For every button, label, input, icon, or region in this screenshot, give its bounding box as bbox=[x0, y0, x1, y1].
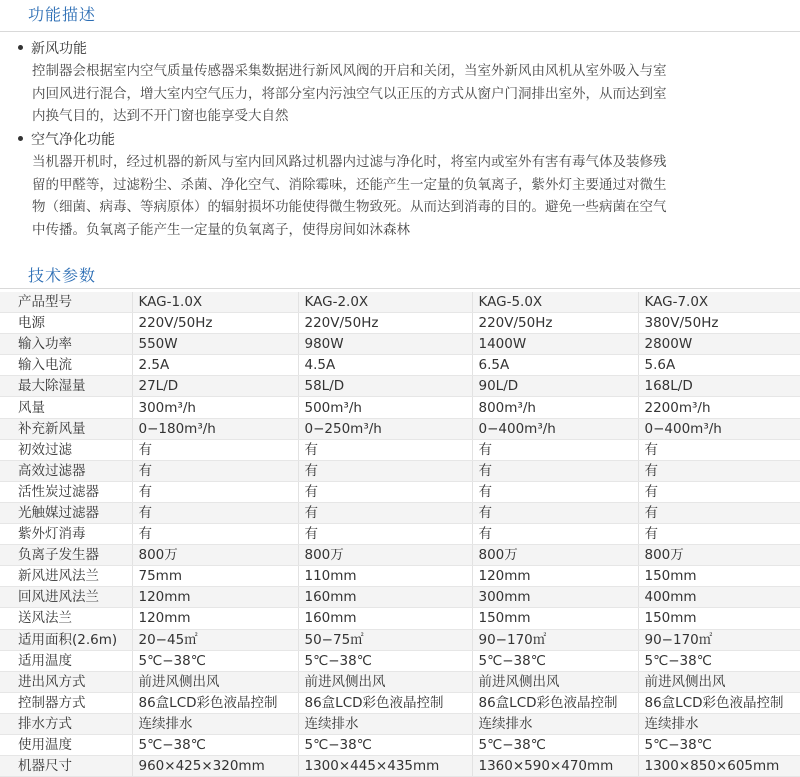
table-row bbox=[0, 650, 800, 671]
table-row bbox=[0, 460, 800, 481]
table-cell: 27L/D bbox=[132, 376, 298, 397]
table-cell: KAG-7.0X bbox=[638, 292, 800, 313]
table-cell: 220V/50Hz bbox=[132, 313, 298, 334]
table-cell: 1300×445×435mm bbox=[298, 756, 472, 777]
table-cell: 有 bbox=[638, 481, 800, 502]
table-row bbox=[0, 756, 800, 777]
table-row bbox=[0, 481, 800, 502]
row-label: 适用温度 bbox=[0, 650, 132, 671]
row-label: 排水方式 bbox=[0, 713, 132, 734]
table-cell: 86盒LCD彩色液晶控制 bbox=[298, 692, 472, 713]
table-cell: 300m³/h bbox=[132, 397, 298, 418]
table-cell: KAG-5.0X bbox=[472, 292, 638, 313]
table-row bbox=[0, 355, 800, 376]
table-cell: 有 bbox=[472, 524, 638, 545]
table-cell: 150mm bbox=[472, 608, 638, 629]
row-label: 回风进风法兰 bbox=[0, 587, 132, 608]
table-cell: 4.5A bbox=[298, 355, 472, 376]
row-label: 适用面积(2.6m) bbox=[0, 629, 132, 650]
table-cell: 连续排水 bbox=[298, 713, 472, 734]
table-cell: 有 bbox=[638, 502, 800, 523]
table-cell: 300mm bbox=[472, 587, 638, 608]
table-cell: 2.5A bbox=[132, 355, 298, 376]
table-row bbox=[0, 566, 800, 587]
table-cell: 58L/D bbox=[298, 376, 472, 397]
row-label: 紫外灯消毒 bbox=[0, 524, 132, 545]
row-label: 机器尺寸 bbox=[0, 756, 132, 777]
section-title-features: 功能描述 bbox=[28, 5, 97, 24]
row-label: 新风进风法兰 bbox=[0, 566, 132, 587]
table-cell: 5℃−38℃ bbox=[132, 650, 298, 671]
table-cell: 前进风侧出风 bbox=[472, 671, 638, 692]
table-cell: 110mm bbox=[298, 566, 472, 587]
table-row bbox=[0, 334, 800, 355]
feature-heading bbox=[18, 38, 87, 60]
table-cell: 5℃−38℃ bbox=[638, 650, 800, 671]
table-cell: 有 bbox=[132, 502, 298, 523]
feature-heading-label: 新风功能 bbox=[31, 41, 87, 57]
row-label: 输入电流 bbox=[0, 355, 132, 376]
table-cell: 90−170㎡ bbox=[472, 629, 638, 650]
table-cell: 90−170㎡ bbox=[638, 629, 800, 650]
table-cell: 有 bbox=[638, 439, 800, 460]
bullet-icon bbox=[18, 136, 23, 141]
table-cell: 160mm bbox=[298, 608, 472, 629]
table-row bbox=[0, 292, 800, 313]
table-row bbox=[0, 376, 800, 397]
row-label: 高效过滤器 bbox=[0, 460, 132, 481]
table-cell: 0−250m³/h bbox=[298, 418, 472, 439]
table-cell: 5℃−38℃ bbox=[298, 650, 472, 671]
table-cell: 0−400m³/h bbox=[638, 418, 800, 439]
divider bbox=[0, 31, 800, 32]
feature-description: 控制器会根据室内空气质量传感器采集数据进行新风风阀的开启和关闭，当室外新风由风机从室外吸入与室内回风进行混合，增大室内空气压力，将部分室内污浊空气以正压的方式从窗户门洞排出室外，从而达到室内换气目的，达到不开门窗也能享受大自然 bbox=[32, 63, 667, 124]
row-label: 光触媒过滤器 bbox=[0, 502, 132, 523]
table-row bbox=[0, 524, 800, 545]
table-cell: 1400W bbox=[472, 334, 638, 355]
table-row bbox=[0, 545, 800, 566]
table-cell: 380V/50Hz bbox=[638, 313, 800, 334]
table-cell: 120mm bbox=[132, 587, 298, 608]
table-cell: 150mm bbox=[638, 608, 800, 629]
table-cell: 0−180m³/h bbox=[132, 418, 298, 439]
table-cell: 550W bbox=[132, 334, 298, 355]
table-cell: 有 bbox=[472, 460, 638, 481]
row-label: 初效过滤 bbox=[0, 439, 132, 460]
bullet-icon bbox=[18, 45, 23, 50]
table-cell: 前进风侧出风 bbox=[132, 671, 298, 692]
table-cell: 800万 bbox=[132, 545, 298, 566]
table-cell: 有 bbox=[638, 460, 800, 481]
table-cell: 有 bbox=[132, 460, 298, 481]
table-cell: 220V/50Hz bbox=[298, 313, 472, 334]
row-label: 产品型号 bbox=[0, 292, 132, 313]
table-cell: 5.6A bbox=[638, 355, 800, 376]
row-label: 送风法兰 bbox=[0, 608, 132, 629]
row-label: 负离子发生器 bbox=[0, 545, 132, 566]
row-label: 活性炭过滤器 bbox=[0, 481, 132, 502]
table-row bbox=[0, 629, 800, 650]
table-row bbox=[0, 671, 800, 692]
row-label: 使用温度 bbox=[0, 734, 132, 755]
table-cell: 400mm bbox=[638, 587, 800, 608]
table-cell: 120mm bbox=[472, 566, 638, 587]
table-cell: 有 bbox=[132, 439, 298, 460]
table-cell: 2800W bbox=[638, 334, 800, 355]
table-cell: 5℃−38℃ bbox=[472, 650, 638, 671]
table-cell: 50−75㎡ bbox=[298, 629, 472, 650]
table-cell: 960×425×320mm bbox=[132, 756, 298, 777]
table-row bbox=[0, 502, 800, 523]
table-cell: 1300×850×605mm bbox=[638, 756, 800, 777]
table-cell: 有 bbox=[472, 502, 638, 523]
table-cell: 有 bbox=[298, 439, 472, 460]
row-label: 控制器方式 bbox=[0, 692, 132, 713]
table-cell: 有 bbox=[132, 481, 298, 502]
table-cell: 有 bbox=[298, 460, 472, 481]
table-row bbox=[0, 713, 800, 734]
section-title-specs: 技术参数 bbox=[28, 266, 97, 285]
table-cell: 800m³/h bbox=[472, 397, 638, 418]
table-cell: 800万 bbox=[298, 545, 472, 566]
table-cell: 5℃−38℃ bbox=[472, 734, 638, 755]
row-label: 电源 bbox=[0, 313, 132, 334]
table-cell: 5℃−38℃ bbox=[132, 734, 298, 755]
table-cell: 500m³/h bbox=[298, 397, 472, 418]
table-cell: 980W bbox=[298, 334, 472, 355]
table-cell: 有 bbox=[472, 481, 638, 502]
table-cell: 800万 bbox=[472, 545, 638, 566]
table-cell: 6.5A bbox=[472, 355, 638, 376]
table-cell: 220V/50Hz bbox=[472, 313, 638, 334]
table-cell: 前进风侧出风 bbox=[298, 671, 472, 692]
row-label: 进出风方式 bbox=[0, 671, 132, 692]
table-cell: KAG-1.0X bbox=[132, 292, 298, 313]
feature-description: 当机器开机时，经过机器的新风与室内回风路过机器内过滤与净化时，将室内或室外有害有毒气体及装修残留的甲醛等，过滤粉尘、杀菌、净化空气、消除霉味，还能产生一定量的负氧离子，紫外灯主要通过对微生物（细菌、病毒、等病原体）的辐射损坏功能使得微生物致死。从而达到消毒的目的。避免一些病菌在空气中传播。负氧离子能产生一定量的负氧离子，使得房间如沐森林 bbox=[32, 154, 667, 238]
table-cell: 有 bbox=[298, 502, 472, 523]
table-cell: 120mm bbox=[132, 608, 298, 629]
table-cell: 前进风侧出风 bbox=[638, 671, 800, 692]
table-row bbox=[0, 418, 800, 439]
table-cell: 86盒LCD彩色液晶控制 bbox=[132, 692, 298, 713]
table-cell: 0−400m³/h bbox=[472, 418, 638, 439]
table-cell: 5℃−38℃ bbox=[638, 734, 800, 755]
row-label: 输入功率 bbox=[0, 334, 132, 355]
table-cell: 160mm bbox=[298, 587, 472, 608]
table-cell: 20−45㎡ bbox=[132, 629, 298, 650]
feature-heading bbox=[18, 129, 115, 151]
table-row bbox=[0, 587, 800, 608]
table-cell: 连续排水 bbox=[472, 713, 638, 734]
row-label: 风量 bbox=[0, 397, 132, 418]
table-row bbox=[0, 692, 800, 713]
table-row bbox=[0, 439, 800, 460]
table-cell: 86盒LCD彩色液晶控制 bbox=[638, 692, 800, 713]
table-cell: 800万 bbox=[638, 545, 800, 566]
table-cell: 连续排水 bbox=[638, 713, 800, 734]
table-cell: KAG-2.0X bbox=[298, 292, 472, 313]
table-row bbox=[0, 397, 800, 418]
table-cell: 86盒LCD彩色液晶控制 bbox=[472, 692, 638, 713]
feature-heading-label: 空气净化功能 bbox=[31, 132, 115, 148]
table-cell: 有 bbox=[298, 524, 472, 545]
row-label: 最大除湿量 bbox=[0, 376, 132, 397]
spec-table bbox=[0, 292, 800, 777]
table-row bbox=[0, 313, 800, 334]
table-cell: 75mm bbox=[132, 566, 298, 587]
table-cell: 90L/D bbox=[472, 376, 638, 397]
table-cell: 2200m³/h bbox=[638, 397, 800, 418]
table-cell: 连续排水 bbox=[132, 713, 298, 734]
table-cell: 1360×590×470mm bbox=[472, 756, 638, 777]
table-cell: 150mm bbox=[638, 566, 800, 587]
table-row bbox=[0, 734, 800, 755]
table-row bbox=[0, 608, 800, 629]
table-cell: 有 bbox=[132, 524, 298, 545]
divider bbox=[0, 288, 800, 289]
table-cell: 有 bbox=[298, 481, 472, 502]
row-label: 补充新风量 bbox=[0, 418, 132, 439]
table-cell: 有 bbox=[638, 524, 800, 545]
table-cell: 5℃−38℃ bbox=[298, 734, 472, 755]
table-cell: 有 bbox=[472, 439, 638, 460]
table-cell: 168L/D bbox=[638, 376, 800, 397]
